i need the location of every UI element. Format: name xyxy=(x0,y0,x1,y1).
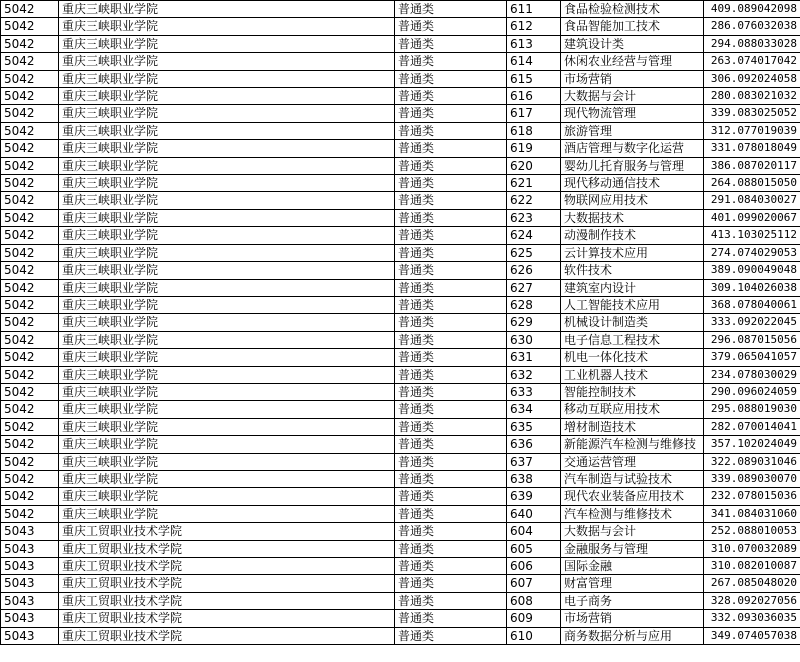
score-cell: 291.084030027 xyxy=(704,192,800,209)
school-name-cell: 重庆三峡职业学院 xyxy=(59,262,395,279)
major-code-cell: 617 xyxy=(507,105,561,122)
major-code-cell: 606 xyxy=(507,558,561,575)
table-row xyxy=(1,175,800,192)
major-code-cell: 629 xyxy=(507,314,561,331)
major-code-cell: 633 xyxy=(507,383,561,400)
category-cell: 普通类 xyxy=(395,610,507,627)
category-cell: 普通类 xyxy=(395,627,507,644)
table-row xyxy=(1,453,800,470)
school-name-cell: 重庆三峡职业学院 xyxy=(59,70,395,87)
major-code-cell: 615 xyxy=(507,70,561,87)
category-cell: 普通类 xyxy=(395,53,507,70)
major-name-cell: 机械设计制造类 xyxy=(561,314,704,331)
school-name-cell: 重庆三峡职业学院 xyxy=(59,209,395,226)
school-code-cell: 5042 xyxy=(1,244,59,261)
major-name-cell: 物联网应用技术 xyxy=(561,192,704,209)
score-cell: 339.089030070 xyxy=(704,470,800,487)
category-cell: 普通类 xyxy=(395,366,507,383)
score-cell: 290.096024059 xyxy=(704,383,800,400)
score-cell: 310.070032089 xyxy=(704,540,800,557)
table-row xyxy=(1,470,800,487)
school-code-cell: 5042 xyxy=(1,262,59,279)
school-code-cell: 5042 xyxy=(1,35,59,52)
school-code-cell: 5042 xyxy=(1,192,59,209)
major-name-cell: 金融服务与管理 xyxy=(561,540,704,557)
score-cell: 332.093036035 xyxy=(704,610,800,627)
score-cell: 280.083021032 xyxy=(704,88,800,105)
category-cell: 普通类 xyxy=(395,540,507,557)
major-name-cell: 酒店管理与数字化运营 xyxy=(561,140,704,157)
school-name-cell: 重庆工贸职业技术学院 xyxy=(59,558,395,575)
category-cell: 普通类 xyxy=(395,192,507,209)
table-row xyxy=(1,558,800,575)
category-cell: 普通类 xyxy=(395,279,507,296)
score-cell: 267.085048020 xyxy=(704,575,800,592)
table-row xyxy=(1,418,800,435)
table-row xyxy=(1,349,800,366)
table-row xyxy=(1,88,800,105)
score-cell: 339.083025052 xyxy=(704,105,800,122)
score-cell: 331.078018049 xyxy=(704,140,800,157)
school-name-cell: 重庆三峡职业学院 xyxy=(59,488,395,505)
major-name-cell: 商务数据分析与应用 xyxy=(561,627,704,644)
major-code-cell: 613 xyxy=(507,35,561,52)
table-row xyxy=(1,523,800,540)
school-name-cell: 重庆三峡职业学院 xyxy=(59,175,395,192)
school-name-cell: 重庆三峡职业学院 xyxy=(59,35,395,52)
score-cell: 401.099020067 xyxy=(704,209,800,226)
school-name-cell: 重庆工贸职业技术学院 xyxy=(59,610,395,627)
table-row xyxy=(1,366,800,383)
major-name-cell: 软件技术 xyxy=(561,262,704,279)
category-cell: 普通类 xyxy=(395,575,507,592)
school-code-cell: 5042 xyxy=(1,401,59,418)
major-code-cell: 636 xyxy=(507,436,561,453)
school-code-cell: 5042 xyxy=(1,175,59,192)
major-name-cell: 建筑设计类 xyxy=(561,35,704,52)
major-code-cell: 605 xyxy=(507,540,561,557)
category-cell: 普通类 xyxy=(395,157,507,174)
school-code-cell: 5043 xyxy=(1,523,59,540)
category-cell: 普通类 xyxy=(395,505,507,522)
table-row xyxy=(1,401,800,418)
score-cell: 349.074057038 xyxy=(704,627,800,644)
category-cell: 普通类 xyxy=(395,70,507,87)
score-cell: 341.084031060 xyxy=(704,505,800,522)
category-cell: 普通类 xyxy=(395,209,507,226)
category-cell: 普通类 xyxy=(395,140,507,157)
school-code-cell: 5042 xyxy=(1,122,59,139)
score-cell: 322.089031046 xyxy=(704,453,800,470)
major-code-cell: 631 xyxy=(507,349,561,366)
major-name-cell: 现代物流管理 xyxy=(561,105,704,122)
school-code-cell: 5042 xyxy=(1,1,59,18)
major-name-cell: 大数据技术 xyxy=(561,209,704,226)
major-name-cell: 大数据与会计 xyxy=(561,88,704,105)
major-code-cell: 619 xyxy=(507,140,561,157)
score-cell: 413.103025112 xyxy=(704,227,800,244)
score-cell: 264.088015050 xyxy=(704,175,800,192)
category-cell: 普通类 xyxy=(395,244,507,261)
school-name-cell: 重庆三峡职业学院 xyxy=(59,140,395,157)
category-cell: 普通类 xyxy=(395,314,507,331)
major-name-cell: 新能源汽车检测与维修技 xyxy=(561,436,704,453)
score-cell: 386.087020117 xyxy=(704,157,800,174)
score-cell: 389.090049048 xyxy=(704,262,800,279)
table-row xyxy=(1,227,800,244)
score-cell: 294.088033028 xyxy=(704,35,800,52)
category-cell: 普通类 xyxy=(395,488,507,505)
score-cell: 357.102024049 xyxy=(704,436,800,453)
major-code-cell: 614 xyxy=(507,53,561,70)
major-name-cell: 智能控制技术 xyxy=(561,383,704,400)
major-code-cell: 612 xyxy=(507,18,561,35)
school-code-cell: 5042 xyxy=(1,505,59,522)
category-cell: 普通类 xyxy=(395,122,507,139)
school-code-cell: 5042 xyxy=(1,470,59,487)
school-name-cell: 重庆三峡职业学院 xyxy=(59,436,395,453)
major-code-cell: 604 xyxy=(507,523,561,540)
table-row xyxy=(1,314,800,331)
school-name-cell: 重庆三峡职业学院 xyxy=(59,418,395,435)
school-name-cell: 重庆工贸职业技术学院 xyxy=(59,592,395,609)
school-name-cell: 重庆三峡职业学院 xyxy=(59,349,395,366)
school-name-cell: 重庆三峡职业学院 xyxy=(59,105,395,122)
major-name-cell: 汽车检测与维修技术 xyxy=(561,505,704,522)
major-code-cell: 621 xyxy=(507,175,561,192)
school-code-cell: 5042 xyxy=(1,314,59,331)
school-name-cell: 重庆三峡职业学院 xyxy=(59,279,395,296)
category-cell: 普通类 xyxy=(395,105,507,122)
school-code-cell: 5042 xyxy=(1,331,59,348)
school-name-cell: 重庆三峡职业学院 xyxy=(59,18,395,35)
major-code-cell: 625 xyxy=(507,244,561,261)
table-row xyxy=(1,122,800,139)
score-cell: 328.092027056 xyxy=(704,592,800,609)
school-name-cell: 重庆三峡职业学院 xyxy=(59,401,395,418)
score-cell: 409.089042098 xyxy=(704,1,800,18)
score-cell: 286.076032038 xyxy=(704,18,800,35)
school-code-cell: 5042 xyxy=(1,53,59,70)
major-name-cell: 机电一体化技术 xyxy=(561,349,704,366)
major-name-cell: 增材制造技术 xyxy=(561,418,704,435)
table-row xyxy=(1,209,800,226)
major-code-cell: 634 xyxy=(507,401,561,418)
major-code-cell: 635 xyxy=(507,418,561,435)
table-row xyxy=(1,53,800,70)
school-code-cell: 5042 xyxy=(1,436,59,453)
school-code-cell: 5042 xyxy=(1,383,59,400)
school-name-cell: 重庆工贸职业技术学院 xyxy=(59,523,395,540)
school-name-cell: 重庆三峡职业学院 xyxy=(59,470,395,487)
major-code-cell: 630 xyxy=(507,331,561,348)
school-name-cell: 重庆三峡职业学院 xyxy=(59,122,395,139)
school-code-cell: 5042 xyxy=(1,366,59,383)
school-code-cell: 5042 xyxy=(1,453,59,470)
major-name-cell: 移动互联应用技术 xyxy=(561,401,704,418)
table-row xyxy=(1,192,800,209)
category-cell: 普通类 xyxy=(395,401,507,418)
category-cell: 普通类 xyxy=(395,523,507,540)
table-row xyxy=(1,157,800,174)
school-name-cell: 重庆三峡职业学院 xyxy=(59,227,395,244)
category-cell: 普通类 xyxy=(395,227,507,244)
major-code-cell: 638 xyxy=(507,470,561,487)
school-name-cell: 重庆三峡职业学院 xyxy=(59,453,395,470)
table-row xyxy=(1,627,800,644)
category-cell: 普通类 xyxy=(395,18,507,35)
school-code-cell: 5042 xyxy=(1,296,59,313)
major-code-cell: 640 xyxy=(507,505,561,522)
school-name-cell: 重庆三峡职业学院 xyxy=(59,192,395,209)
major-code-cell: 627 xyxy=(507,279,561,296)
table-row xyxy=(1,575,800,592)
school-code-cell: 5042 xyxy=(1,209,59,226)
major-code-cell: 632 xyxy=(507,366,561,383)
category-cell: 普通类 xyxy=(395,349,507,366)
major-name-cell: 大数据与会计 xyxy=(561,523,704,540)
school-name-cell: 重庆三峡职业学院 xyxy=(59,505,395,522)
table-row xyxy=(1,279,800,296)
score-cell: 309.104026038 xyxy=(704,279,800,296)
score-cell: 379.065041057 xyxy=(704,349,800,366)
major-name-cell: 建筑室内设计 xyxy=(561,279,704,296)
major-code-cell: 624 xyxy=(507,227,561,244)
school-code-cell: 5043 xyxy=(1,627,59,644)
school-code-cell: 5042 xyxy=(1,418,59,435)
category-cell: 普通类 xyxy=(395,383,507,400)
school-code-cell: 5042 xyxy=(1,140,59,157)
major-code-cell: 607 xyxy=(507,575,561,592)
major-code-cell: 618 xyxy=(507,122,561,139)
score-cell: 295.088019030 xyxy=(704,401,800,418)
school-name-cell: 重庆三峡职业学院 xyxy=(59,1,395,18)
major-name-cell: 动漫制作技术 xyxy=(561,227,704,244)
table-row xyxy=(1,1,800,18)
category-cell: 普通类 xyxy=(395,592,507,609)
table-row xyxy=(1,18,800,35)
category-cell: 普通类 xyxy=(395,262,507,279)
score-cell: 232.078015036 xyxy=(704,488,800,505)
table-body xyxy=(1,1,800,645)
school-name-cell: 重庆工贸职业技术学院 xyxy=(59,540,395,557)
table-row xyxy=(1,70,800,87)
school-name-cell: 重庆三峡职业学院 xyxy=(59,296,395,313)
major-name-cell: 市场营销 xyxy=(561,610,704,627)
school-name-cell: 重庆三峡职业学院 xyxy=(59,53,395,70)
major-name-cell: 休闲农业经营与管理 xyxy=(561,53,704,70)
score-cell: 263.074017042 xyxy=(704,53,800,70)
major-name-cell: 电子信息工程技术 xyxy=(561,331,704,348)
score-cell: 282.070014041 xyxy=(704,418,800,435)
school-name-cell: 重庆三峡职业学院 xyxy=(59,314,395,331)
score-cell: 310.082010087 xyxy=(704,558,800,575)
table-row xyxy=(1,383,800,400)
category-cell: 普通类 xyxy=(395,331,507,348)
table-row xyxy=(1,505,800,522)
category-cell: 普通类 xyxy=(395,296,507,313)
major-code-cell: 628 xyxy=(507,296,561,313)
category-cell: 普通类 xyxy=(395,470,507,487)
table-row xyxy=(1,488,800,505)
category-cell: 普通类 xyxy=(395,35,507,52)
category-cell: 普通类 xyxy=(395,175,507,192)
table-row xyxy=(1,105,800,122)
major-name-cell: 婴幼儿托育服务与管理 xyxy=(561,157,704,174)
table-row xyxy=(1,592,800,609)
school-code-cell: 5043 xyxy=(1,592,59,609)
major-code-cell: 610 xyxy=(507,627,561,644)
school-name-cell: 重庆三峡职业学院 xyxy=(59,383,395,400)
table-row xyxy=(1,140,800,157)
major-name-cell: 市场营销 xyxy=(561,70,704,87)
category-cell: 普通类 xyxy=(395,1,507,18)
school-code-cell: 5042 xyxy=(1,105,59,122)
major-code-cell: 620 xyxy=(507,157,561,174)
category-cell: 普通类 xyxy=(395,436,507,453)
major-code-cell: 639 xyxy=(507,488,561,505)
school-code-cell: 5042 xyxy=(1,349,59,366)
score-cell: 252.088010053 xyxy=(704,523,800,540)
school-code-cell: 5043 xyxy=(1,575,59,592)
school-name-cell: 重庆工贸职业技术学院 xyxy=(59,627,395,644)
major-name-cell: 云计算技术应用 xyxy=(561,244,704,261)
major-name-cell: 交通运营管理 xyxy=(561,453,704,470)
major-name-cell: 国际金融 xyxy=(561,558,704,575)
category-cell: 普通类 xyxy=(395,453,507,470)
table-row xyxy=(1,262,800,279)
major-name-cell: 汽车制造与试验技术 xyxy=(561,470,704,487)
school-code-cell: 5042 xyxy=(1,488,59,505)
school-name-cell: 重庆三峡职业学院 xyxy=(59,157,395,174)
school-code-cell: 5042 xyxy=(1,18,59,35)
major-code-cell: 608 xyxy=(507,592,561,609)
major-code-cell: 611 xyxy=(507,1,561,18)
score-cell: 368.078040061 xyxy=(704,296,800,313)
table-row xyxy=(1,331,800,348)
school-code-cell: 5043 xyxy=(1,558,59,575)
school-name-cell: 重庆工贸职业技术学院 xyxy=(59,575,395,592)
category-cell: 普通类 xyxy=(395,88,507,105)
major-name-cell: 现代农业装备应用技术 xyxy=(561,488,704,505)
school-code-cell: 5042 xyxy=(1,227,59,244)
major-code-cell: 637 xyxy=(507,453,561,470)
score-cell: 296.087015056 xyxy=(704,331,800,348)
score-cell: 234.078030029 xyxy=(704,366,800,383)
major-name-cell: 人工智能技术应用 xyxy=(561,296,704,313)
school-name-cell: 重庆三峡职业学院 xyxy=(59,88,395,105)
school-name-cell: 重庆三峡职业学院 xyxy=(59,244,395,261)
score-cell: 312.077019039 xyxy=(704,122,800,139)
major-code-cell: 609 xyxy=(507,610,561,627)
score-cell: 306.092024058 xyxy=(704,70,800,87)
major-code-cell: 623 xyxy=(507,209,561,226)
school-name-cell: 重庆三峡职业学院 xyxy=(59,366,395,383)
school-name-cell: 重庆三峡职业学院 xyxy=(59,331,395,348)
table-row xyxy=(1,35,800,52)
school-code-cell: 5042 xyxy=(1,157,59,174)
score-cell: 274.074029053 xyxy=(704,244,800,261)
school-code-cell: 5043 xyxy=(1,540,59,557)
major-name-cell: 旅游管理 xyxy=(561,122,704,139)
school-code-cell: 5042 xyxy=(1,70,59,87)
category-cell: 普通类 xyxy=(395,558,507,575)
table-row xyxy=(1,436,800,453)
major-code-cell: 622 xyxy=(507,192,561,209)
table-row xyxy=(1,540,800,557)
table-row xyxy=(1,296,800,313)
school-code-cell: 5042 xyxy=(1,279,59,296)
major-name-cell: 现代移动通信技术 xyxy=(561,175,704,192)
major-name-cell: 食品检验检测技术 xyxy=(561,1,704,18)
major-name-cell: 财富管理 xyxy=(561,575,704,592)
school-code-cell: 5042 xyxy=(1,88,59,105)
major-name-cell: 食品智能加工技术 xyxy=(561,18,704,35)
table-row xyxy=(1,610,800,627)
category-cell: 普通类 xyxy=(395,418,507,435)
school-code-cell: 5043 xyxy=(1,610,59,627)
major-code-cell: 616 xyxy=(507,88,561,105)
major-name-cell: 电子商务 xyxy=(561,592,704,609)
table-row xyxy=(1,244,800,261)
score-cell: 333.092022045 xyxy=(704,314,800,331)
major-name-cell: 工业机器人技术 xyxy=(561,366,704,383)
major-code-cell: 626 xyxy=(507,262,561,279)
